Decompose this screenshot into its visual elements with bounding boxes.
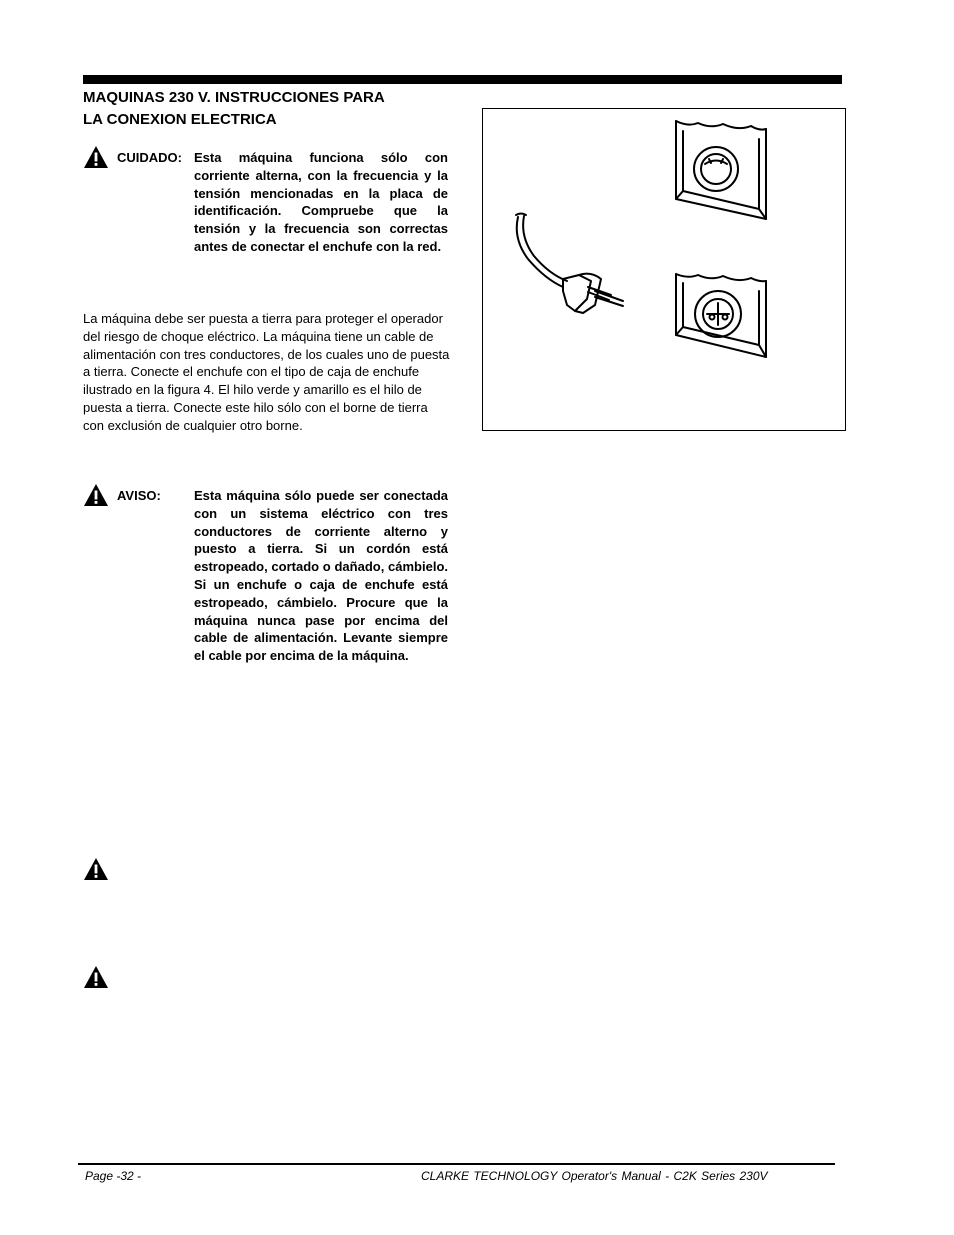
page-number: Page -32 - (85, 1169, 142, 1183)
notice-text: Esta máquina sólo puede ser conectada con un sistema eléctrico con tres conductores de corriente alterno y puesto a tierra. Si un cordón está estropeado, cortado o dañado, cámbielo. Si un enchufe o caja de enchufe está estropeado, cámbielo. Procure que la máquina nunca pase por encima del cable de alimentación. Levante siempre el cable por encima de la máquina. (194, 488, 448, 664)
warning-triangle-icon (83, 965, 109, 989)
warning-triangle-icon (83, 483, 109, 507)
power-plug-icon (516, 214, 623, 314)
notice-label: AVISO: (117, 488, 161, 503)
caution-text: Esta máquina funciona sólo con corriente alterna, con la frecuencia y la tensión mencionadas en la placa de identificación. Compruebe que la tensión y la frecuencia son correctas antes de conectar el enchufe con la red. (194, 150, 448, 254)
manual-title: CLARKE TECHNOLOGY Operator's Manual - C2K Series 230V (421, 1169, 768, 1183)
plug-socket-illustration (483, 109, 847, 432)
caution-label: CUIDADO: (117, 150, 182, 165)
plug-socket-figure (482, 108, 846, 431)
section-title (83, 87, 463, 131)
grounding-paragraph: La máquina debe ser puesta a tierra para proteger el operador del riesgo de choque eléctrico. La máquina tiene un cable de alimentación con tres conductores, de los cuales uno de puesta a tierra. Conecte el enchufe con el tipo de caja de enchufe ilustrado en la figura 4. El hilo verde y amarillo es el hilo de puesta a tierra. Conecte este hilo sólo con el borne de tierra con exclusión de cualquier otro borne. (83, 311, 450, 433)
section-title-line-2: LA CONEXION ELECTRICA (83, 111, 277, 128)
top-rule (83, 75, 842, 84)
footer-rule (78, 1163, 835, 1165)
warning-triangle-icon (83, 857, 109, 881)
warning-triangle-icon (83, 145, 109, 169)
socket-plate-bottom-icon (676, 274, 766, 357)
section-title-line-1: MAQUINAS 230 V. INSTRUCCIONES PARA (83, 89, 385, 106)
socket-plate-top-icon (676, 121, 766, 219)
